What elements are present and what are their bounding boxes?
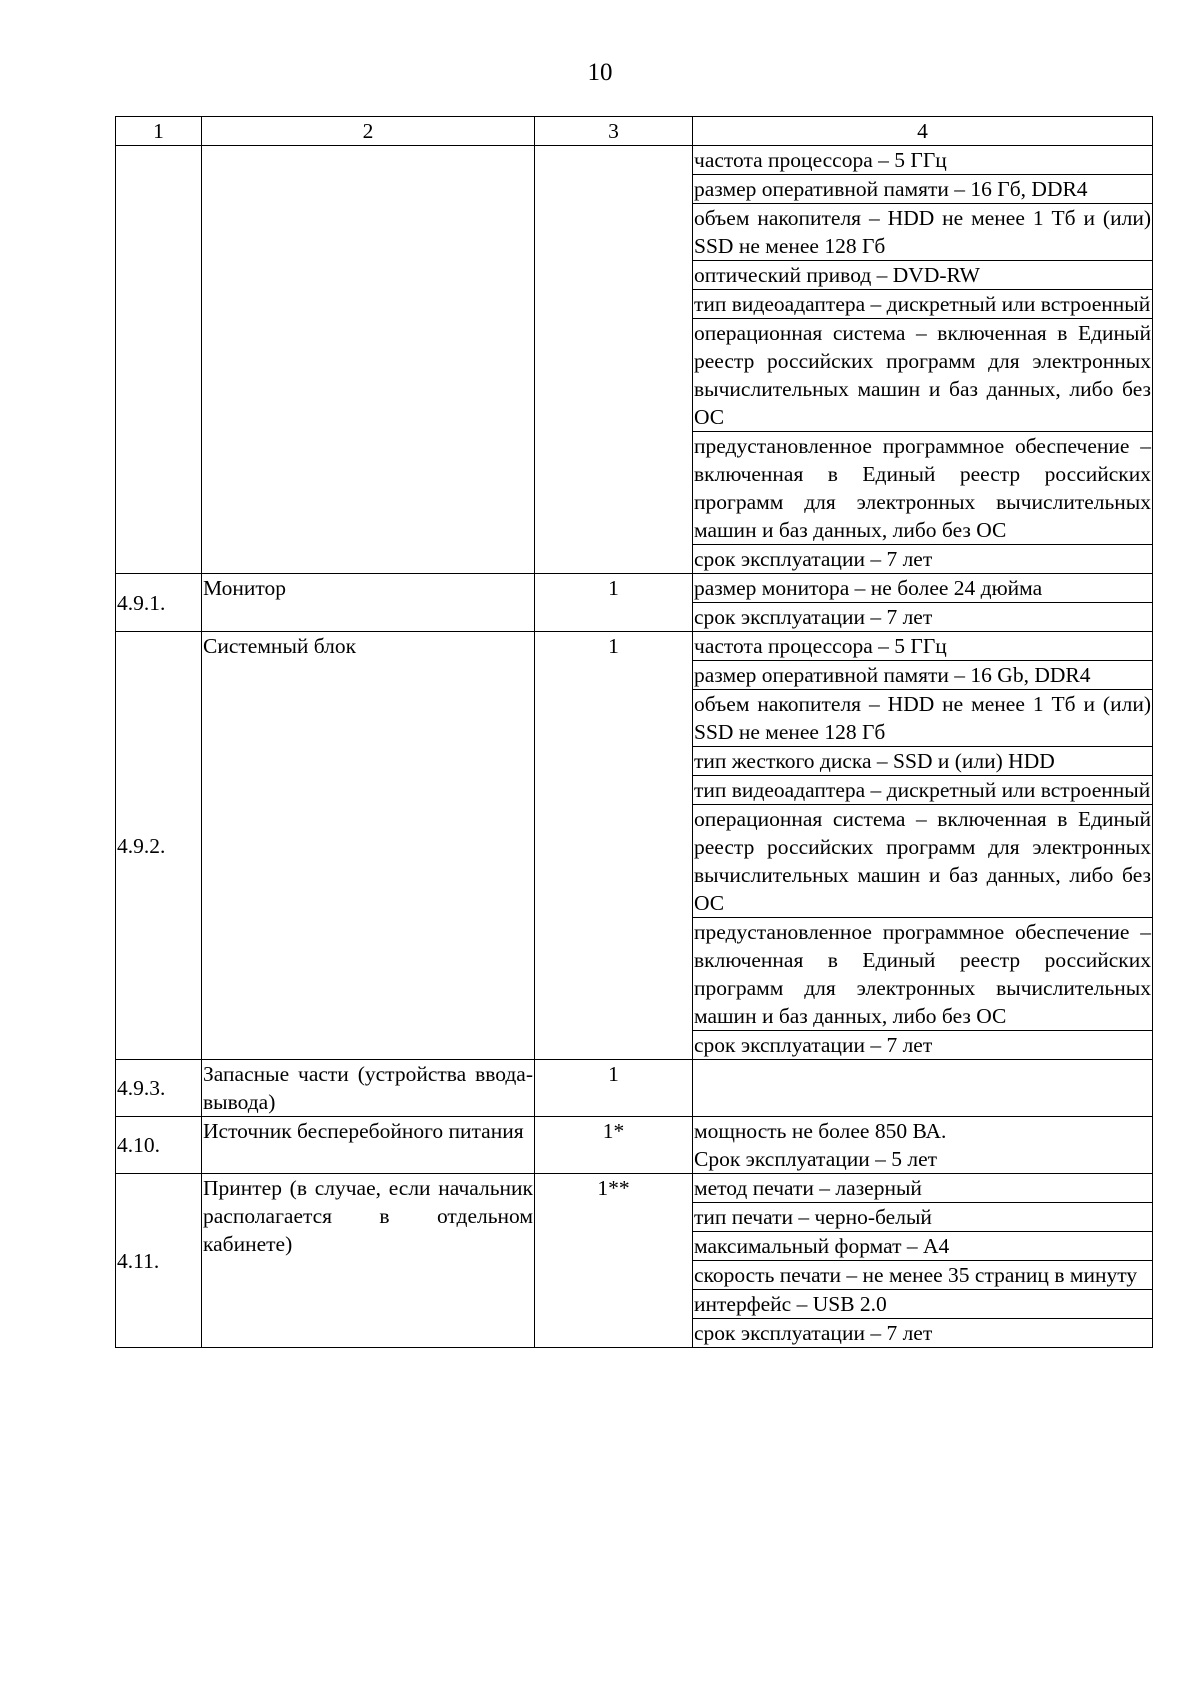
item-spec: срок эксплуатации – 7 лет bbox=[693, 1031, 1153, 1060]
table-row bbox=[116, 1117, 1153, 1174]
item-number: 4.11. bbox=[116, 1174, 202, 1348]
item-spec: объем накопителя – HDD не менее 1 Тб и (или) SSD не менее 128 Гб bbox=[693, 690, 1153, 747]
item-quantity: 1 bbox=[535, 574, 693, 632]
header-col-2: 2 bbox=[202, 117, 535, 146]
item-quantity: 1** bbox=[535, 1174, 693, 1348]
header-col-1: 1 bbox=[116, 117, 202, 146]
item-spec: срок эксплуатации – 7 лет bbox=[693, 545, 1153, 574]
table-row bbox=[116, 1060, 1153, 1117]
item-spec: объем накопителя – HDD не менее 1 Тб и (или) SSD не менее 128 Гб bbox=[693, 204, 1153, 261]
item-spec: предустановленное программное обеспечение – включенная в Единый реестр российских программ для электронных вычислительных машин и баз данных, либо без ОС bbox=[693, 918, 1153, 1031]
item-spec: тип печати – черно-белый bbox=[693, 1203, 1153, 1232]
item-spec: метод печати – лазерный bbox=[693, 1174, 1153, 1203]
item-quantity: 1 bbox=[535, 632, 693, 1060]
table-header-row bbox=[116, 117, 1153, 146]
spec-table bbox=[115, 116, 1153, 1348]
item-spec: предустановленное программное обеспечение – включенная в Единый реестр российских программ для электронных вычислительных машин и баз данных, либо без ОС bbox=[693, 432, 1153, 545]
item-spec: скорость печати – не менее 35 страниц в минуту bbox=[693, 1261, 1153, 1290]
item-spec: тип жесткого диска – SSD и (или) HDD bbox=[693, 747, 1153, 776]
header-col-3: 3 bbox=[535, 117, 693, 146]
item-quantity: 1 bbox=[535, 1060, 693, 1117]
item-spec: интерфейс – USB 2.0 bbox=[693, 1290, 1153, 1319]
item-spec: срок эксплуатации – 7 лет bbox=[693, 603, 1153, 632]
item-spec: частота процессора – 5 ГГц bbox=[693, 632, 1153, 661]
item-spec: оптический привод – DVD-RW bbox=[693, 261, 1153, 290]
item-spec: тип видеоадаптера – дискретный или встроенный bbox=[693, 290, 1153, 319]
table-row bbox=[116, 1174, 1153, 1203]
item-name: Монитор bbox=[202, 574, 535, 632]
item-spec: размер монитора – не более 24 дюйма bbox=[693, 574, 1153, 603]
item-spec: операционная система – включенная в Единый реестр российских программ для электронных вычислительных машин и баз данных, либо без ОС bbox=[693, 805, 1153, 918]
item-spec: частота процессора – 5 ГГц bbox=[693, 146, 1153, 175]
table-row bbox=[116, 574, 1153, 603]
table-row bbox=[116, 632, 1153, 661]
item-spec: размер оперативной памяти – 16 Гб, DDR4 bbox=[693, 175, 1153, 204]
item-number: 4.9.1. bbox=[116, 574, 202, 632]
item-name: Источник бесперебойного питания bbox=[202, 1117, 535, 1174]
item-name: Принтер (в случае, если начальник располагается в отдельном кабинете) bbox=[202, 1174, 535, 1348]
item-name: Системный блок bbox=[202, 632, 535, 1060]
item-name: Запасные части (устройства ввода-вывода) bbox=[202, 1060, 535, 1117]
item-spec: размер оперативной памяти – 16 Gb, DDR4 bbox=[693, 661, 1153, 690]
item-number: 4.10. bbox=[116, 1117, 202, 1174]
header-col-4: 4 bbox=[693, 117, 1153, 146]
item-number: 4.9.2. bbox=[116, 632, 202, 1060]
item-name bbox=[202, 146, 535, 574]
item-spec: мощность не более 850 ВА. Срок эксплуатации – 5 лет bbox=[693, 1117, 1153, 1174]
item-quantity bbox=[535, 146, 693, 574]
page-number: 10 bbox=[587, 59, 613, 86]
table-row bbox=[116, 146, 1153, 175]
item-spec: срок эксплуатации – 7 лет bbox=[693, 1319, 1153, 1348]
item-spec: максимальный формат – А4 bbox=[693, 1232, 1153, 1261]
item-spec bbox=[693, 1060, 1153, 1117]
item-spec: тип видеоадаптера – дискретный или встроенный bbox=[693, 776, 1153, 805]
item-quantity: 1* bbox=[535, 1117, 693, 1174]
item-number: 4.9.3. bbox=[116, 1060, 202, 1117]
item-spec: операционная система – включенная в Единый реестр российских программ для электронных вычислительных машин и баз данных, либо без ОС bbox=[693, 319, 1153, 432]
item-number bbox=[116, 146, 202, 574]
